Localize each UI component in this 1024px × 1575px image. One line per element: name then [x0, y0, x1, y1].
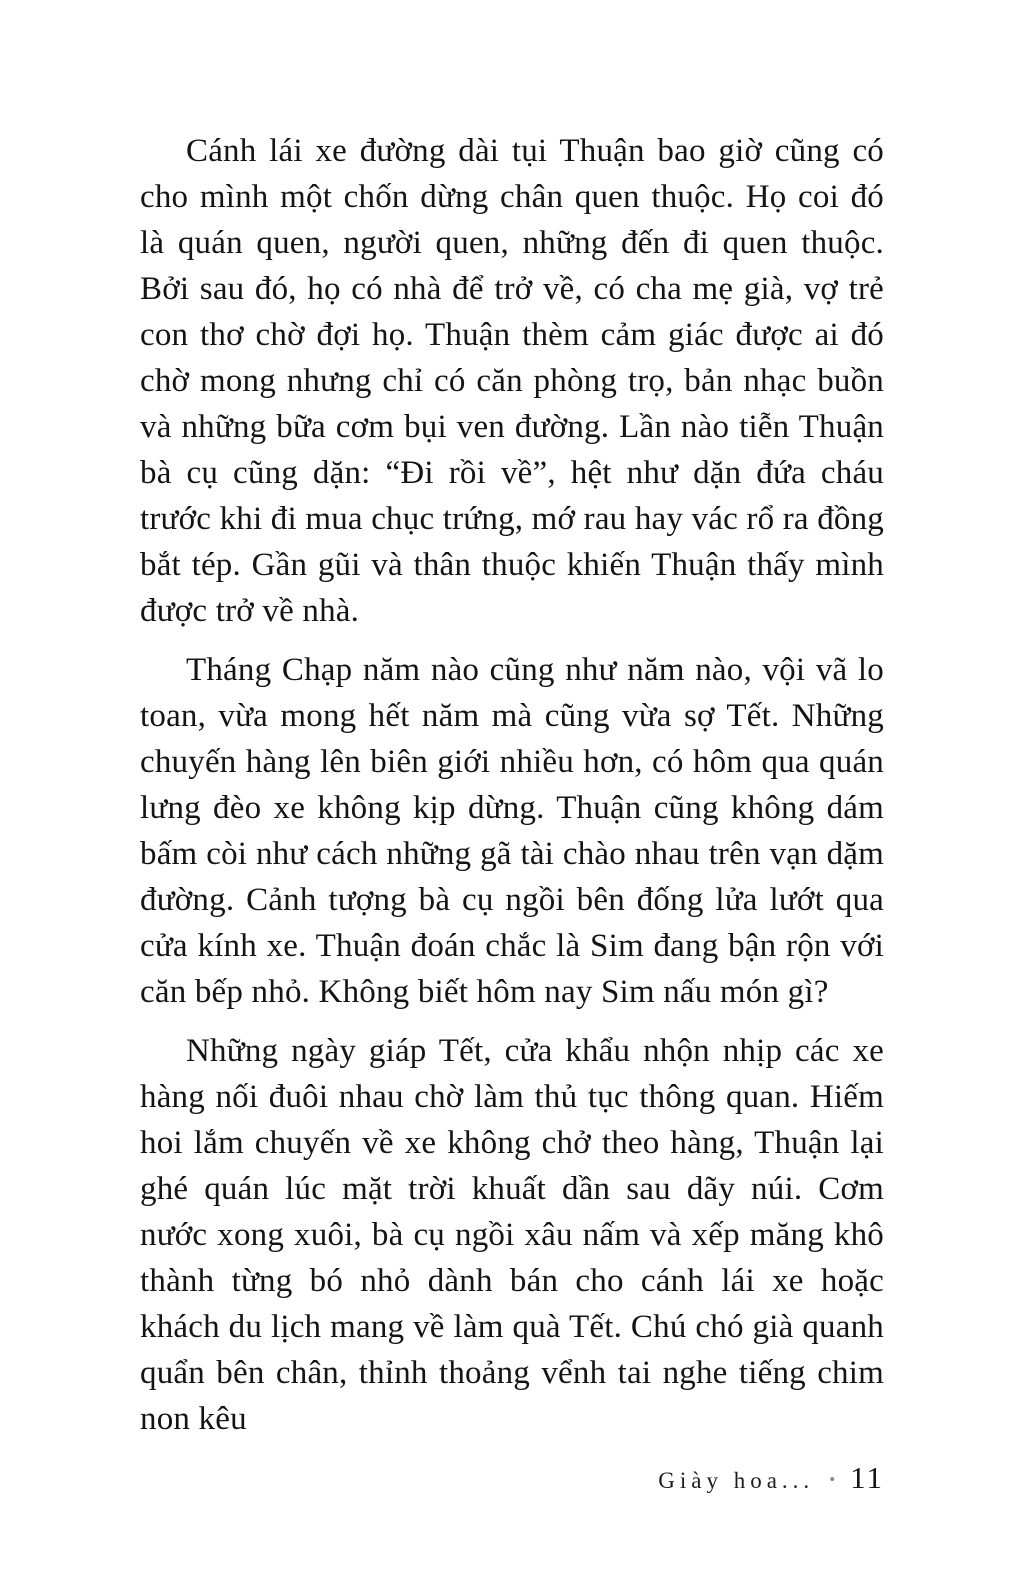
paragraph-1: Cánh lái xe đường dài tụi Thuận bao giờ cũng có cho mình một chốn dừng chân quen thuộc. Họ coi đó là quán quen, người quen, những đến đi quen thuộc. Bởi sau đó, họ có nhà để trở về, có cha mẹ già, vợ trẻ con thơ chờ đợi họ. Thuận thèm cảm giác được ai đó chờ mong nhưng chỉ có căn phòng trọ, bản nhạc buồn và những bữa cơm bụi ven đường. Lần nào tiễn Thuận bà cụ cũng dặn: “Đi rồi về”, hệt như dặn đứa cháu trước khi đi mua chục trứng, mớ rau hay vác rổ ra đồng bắt tép. Gần gũi và thân thuộc khiến Thuận thấy mình được trở về nhà. — [140, 133, 885, 629]
paragraph-2: Tháng Chạp năm nào cũng như năm nào, vội vã lo toan, vừa mong hết năm mà cũng vừa sợ Tết. Những chuyến hàng lên biên giới nhiều hơn, có hôm qua quán lưng đèo xe không kịp dừng. Thuận cũng không dám bấm còi như cách những gã tài chào nhau trên vạn dặm đường. Cảnh tượng bà cụ ngồi bên đống lửa lướt qua cửa kính xe. Thuận đoán chắc là Sim đang bận rộn với căn bếp nhỏ. Không biết hôm nay Sim nấu món gì? — [140, 652, 884, 1010]
paragraph-3: Những ngày giáp Tết, cửa khẩu nhộn nhịp các xe hàng nối đuôi nhau chờ làm thủ tục thông quan. Hiếm hoi lắm chuyến về xe không chở theo hàng, Thuận lại ghé quán lúc mặt trời khuất dần sau dãy núi. Cơm nước xong xuôi, bà cụ ngồi xâu nấm và xếp măng khô thành từng bó nhỏ dành bán cho cánh lái xe hoặc khách du lịch mang về làm quà Tết. Chú chó già quanh quẩn bên chân, thỉnh thoảng vểnh tai nghe tiếng chim non kêu — [140, 1033, 884, 1437]
footer-bullet-icon: • — [829, 1470, 836, 1489]
running-title: Giày hoa... — [658, 1468, 815, 1493]
page-number: 11 — [850, 1460, 884, 1495]
page-text-block — [140, 128, 884, 1455]
page-footer — [658, 1460, 884, 1496]
